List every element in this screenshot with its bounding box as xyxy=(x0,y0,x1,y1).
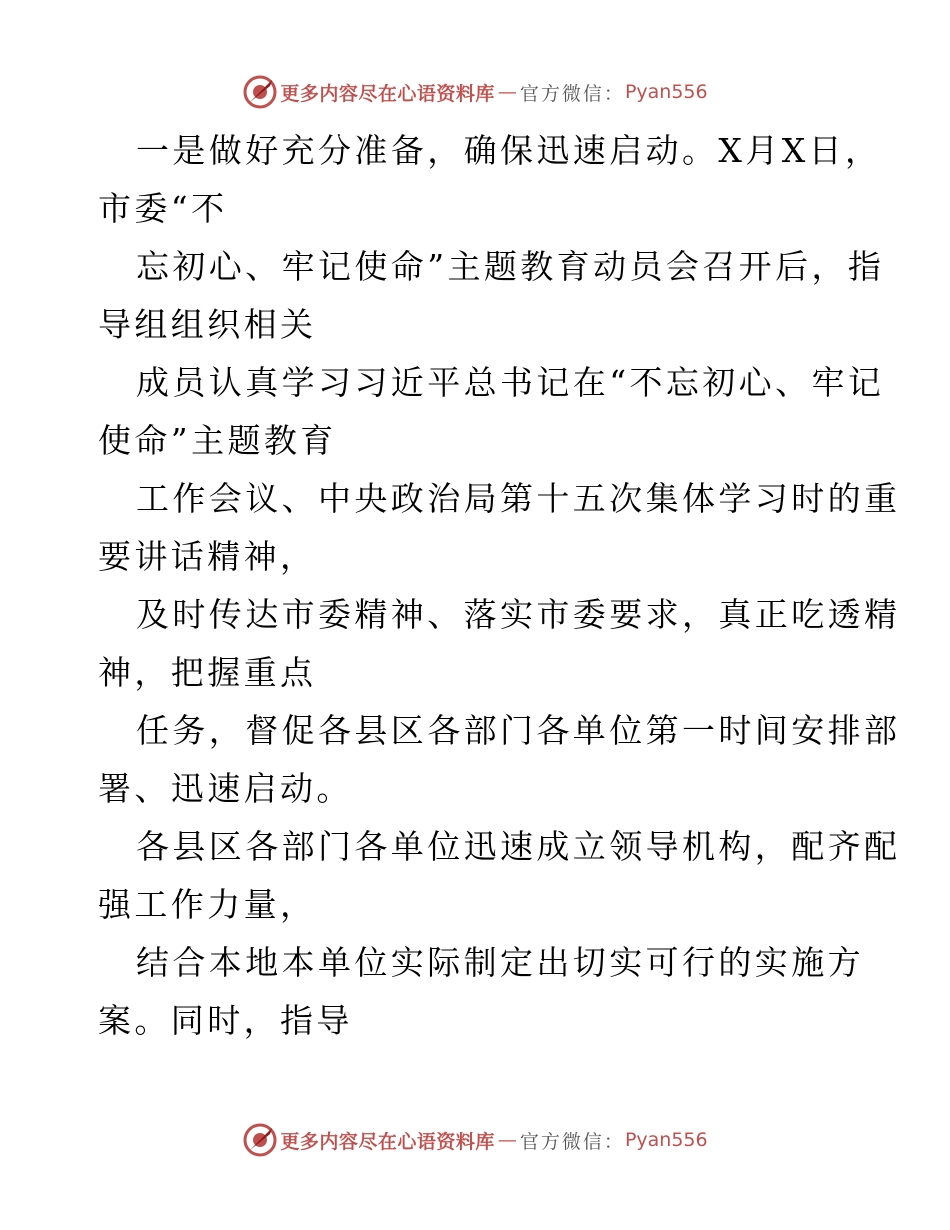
text-line: 各县区各部门各单位迅速成立领导机构，配齐配 xyxy=(136,827,901,866)
banner-wechat-id: Pyan556 xyxy=(624,81,708,103)
text-line: 署、迅速启动。 xyxy=(98,769,353,808)
text-line: 导组组织相关 xyxy=(98,305,317,344)
text-line: 工作会议、中央政治局第十五次集体学习时的重 xyxy=(136,479,901,518)
logo-icon xyxy=(242,74,278,110)
document-body xyxy=(98,122,901,1050)
text-line: 强工作力量， xyxy=(98,885,317,924)
logo-icon xyxy=(242,1122,278,1158)
text-line: 神，把握重点 xyxy=(98,653,317,692)
banner-text: 更多内容尽在心语资料库 xyxy=(280,1130,495,1153)
banner-separator: — xyxy=(497,1129,517,1151)
text-line: 市委“不 xyxy=(98,189,228,228)
text-line: 要讲话精神， xyxy=(98,537,317,576)
text-line: 结合本地本单位实际制定出切实可行的实施方 xyxy=(136,943,864,982)
text-line: 一是做好充分准备，确保迅速启动。X月X日， xyxy=(136,131,882,170)
text-line: 成员认真学习习近平总书记在“不忘初心、牢记 xyxy=(136,363,885,402)
text-line: 及时传达市委精神、落实市委要求，真正吃透精 xyxy=(136,595,901,634)
footer-banner xyxy=(0,1120,950,1160)
text-line: 案。同时，指导 xyxy=(98,1001,353,1040)
banner-text: 更多内容尽在心语资料库 xyxy=(280,82,495,105)
banner-separator: — xyxy=(497,81,517,103)
banner-label: 官方微信： xyxy=(519,82,625,105)
text-line: 忘初心、牢记使命”主题教育动员会召开后，指 xyxy=(136,247,885,286)
header-banner xyxy=(0,72,950,112)
banner-wechat-id: Pyan556 xyxy=(624,1129,708,1151)
text-line: 任务，督促各县区各部门各单位第一时间安排部 xyxy=(136,711,901,750)
text-line: 使命”主题教育 xyxy=(98,421,337,460)
banner-label: 官方微信： xyxy=(519,1130,625,1153)
